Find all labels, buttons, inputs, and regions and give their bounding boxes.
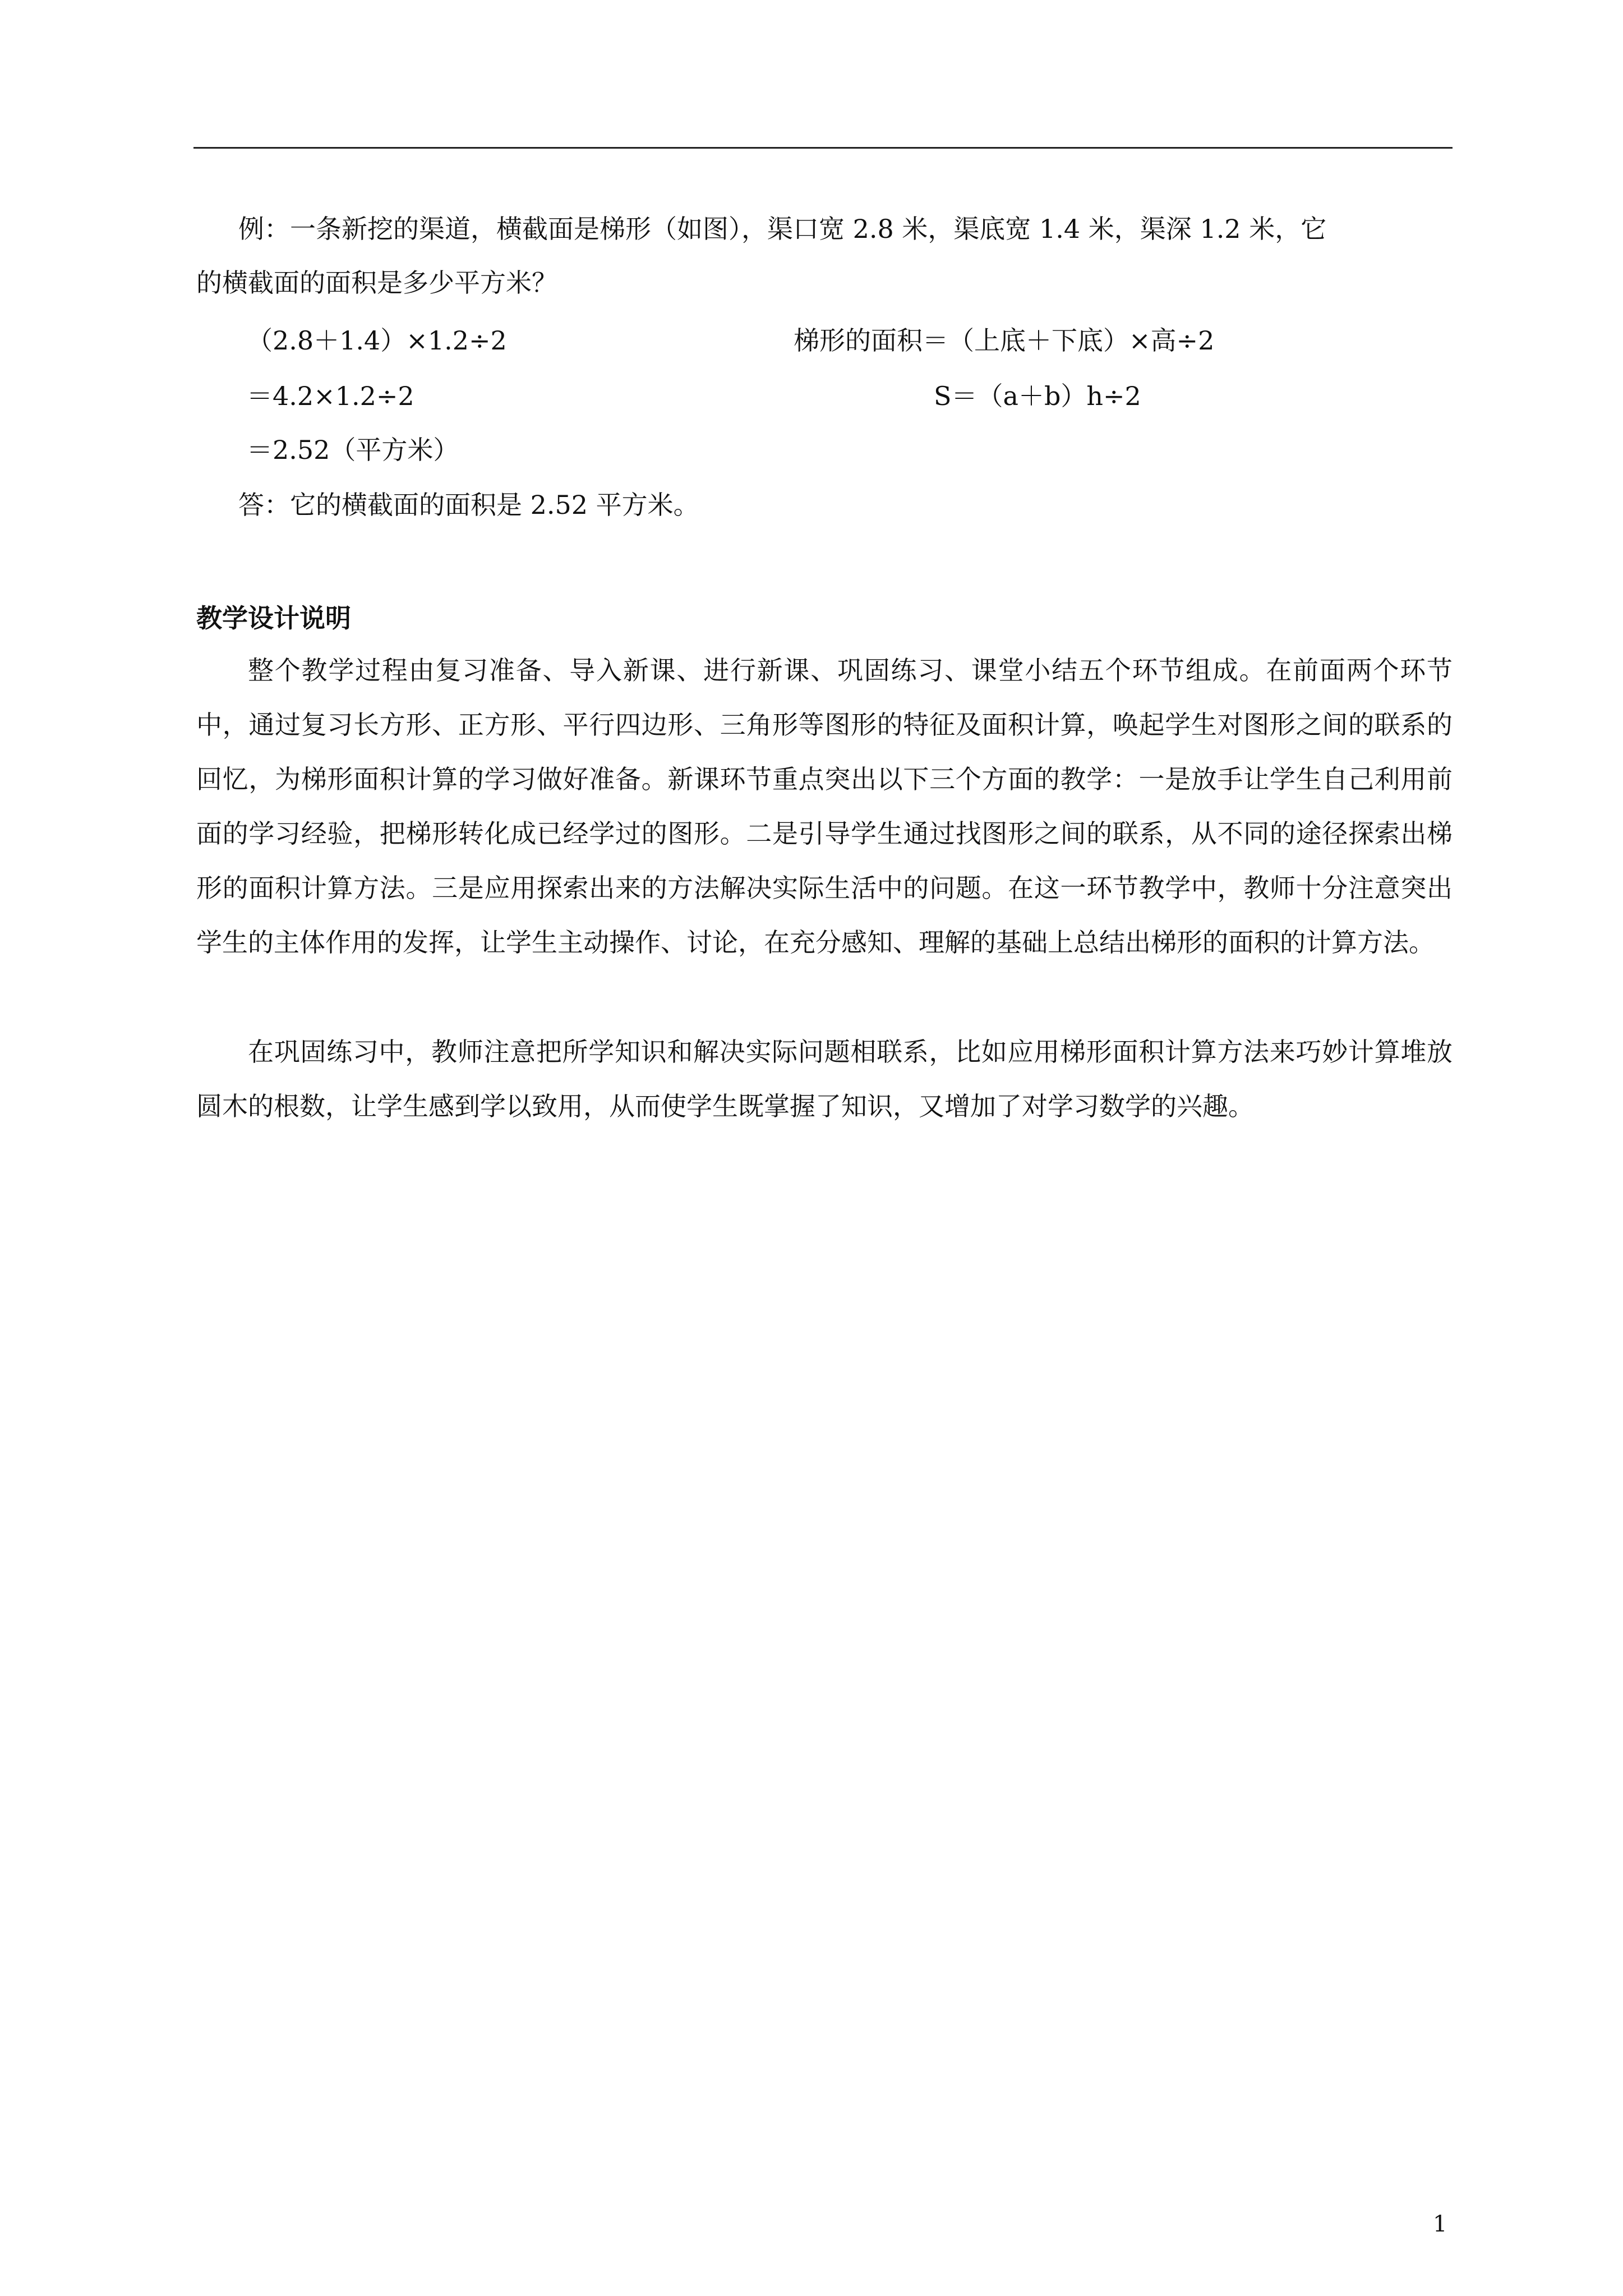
formula-letters: S＝（a＋b）h÷2 (934, 381, 1141, 411)
calculation-step-1: （2.8＋1.4）×1.2÷2 (247, 325, 507, 356)
design-paragraph-2: 在巩固练习中，教师注意把所学知识和解决实际问题相联系，比如应用梯形面积计算方法来巧妙计算堆放圆木的根数，让学生感到学以致用，从而使学生既掌握了知识，又增加了对学习数学的兴趣。 (196, 1037, 1453, 1121)
calculation-step-2: ＝4.2×1.2÷2 (247, 381, 414, 411)
header-rule (193, 147, 1453, 149)
design-paragraph-1: 整个教学过程由复习准备、导入新课、进行新课、巩固练习、课堂小结五个环节组成。在前面两个环节中，通过复习长方形、正方形、平行四边形、三角形等图形的特征及面积计算，唤起学生对图形之间的联系的回忆，为梯形面积计算的学习做好准备。新课环节重点突出以下三个方面的教学：一是放手让学生自己利用前面的学习经验，把梯形转化成已经学过的图形。二是引导学生通过找图形之间的联系，从不同的途径探索出梯形的面积计算方法。三是应用探索出来的方法解决实际生活中的问题。在这一环节教学中，教师十分注意突出学生的主体作用的发挥，让学生主动操作、讨论，在充分感知、理解的基础上总结出梯形的面积的计算方法。 (196, 655, 1453, 958)
example-line-2: 的横截面的面积是多少平方米？ (196, 268, 557, 298)
answer-line: 答：它的横截面的面积是 2.52 平方米。 (238, 490, 699, 520)
example-line-1: 例：一条新挖的渠道，横截面是梯形（如图），渠口宽 2.8 米，渠底宽 1.4 米，渠深 1.2 米，它 (238, 214, 1327, 244)
page-number: 1 (1433, 2211, 1447, 2237)
formula-words: 梯形的面积＝（上底＋下底）×高÷2 (794, 325, 1215, 356)
section-heading: 教学设计说明 (196, 603, 351, 633)
calculation-step-3: ＝2.52（平方米） (247, 435, 459, 465)
